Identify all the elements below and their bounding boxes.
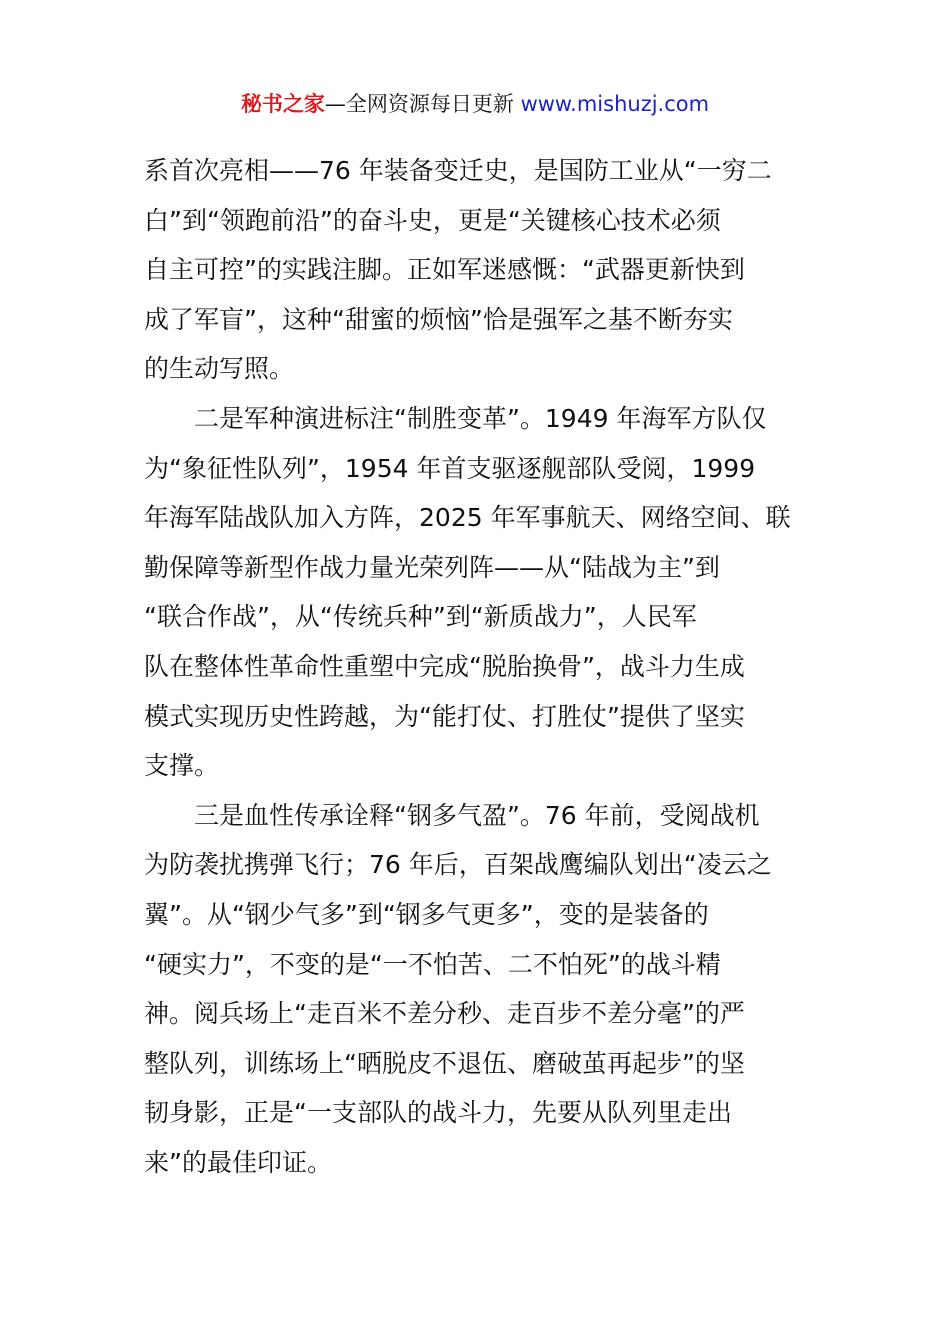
text-line: 二是军种演进标注“制胜变革”。1949 年海军方队仅 xyxy=(194,403,767,433)
text-line: 为“象征性队列”，1954 年首支驱逐舰部队受阅，1999 xyxy=(144,453,756,483)
text-line: 年海军陆战队加入方阵，2025 年军事航天、网络空间、联 xyxy=(144,503,791,533)
text-line: 支撑。 xyxy=(144,751,220,781)
text-line: 翼”。从“钢少气多”到“钢多气更多”，变的是装备的 xyxy=(144,899,709,929)
paragraph-2 xyxy=(144,394,808,791)
text-line: 韧身影，正是“一支部队的战斗力，先要从队列里走出 xyxy=(144,1098,732,1128)
text-line: 模式实现历史性跨越，为“能打仗、打胜仗”提供了坚实 xyxy=(144,701,745,731)
text-line: 自主可控”的实践注脚。正如军迷感慨：“武器更新快到 xyxy=(144,255,745,285)
header-url-link[interactable]: www.mishuzj.com xyxy=(520,92,710,116)
text-line: 的生动写照。 xyxy=(144,354,295,384)
text-line: 队在整体性革命性重塑中完成“脱胎换骨”，战斗力生成 xyxy=(144,651,745,681)
text-line: 系首次亮相——76 年装备变迁史，是国防工业从“一穷二 xyxy=(144,156,772,185)
text-line: 成了军盲”，这种“甜蜜的烦恼”恰是强军之基不断夯实 xyxy=(144,304,733,334)
text-line: “硬实力”，不变的是“一不怕苦、二不怕死”的战斗精 xyxy=(144,949,721,979)
text-line: 三是血性传承诠释“钢多气盈”。76 年前，受阅战机 xyxy=(194,800,760,830)
page-header xyxy=(0,88,950,120)
header-tagline: —全网资源每日更新 xyxy=(324,92,514,116)
text-line: 白”到“领跑前沿”的奋斗史，更是“关键核心技术必须 xyxy=(144,205,721,235)
text-line: 整队列，训练场上“晒脱皮不退伍、磨破茧再起步”的坚 xyxy=(144,1048,745,1078)
header-brand: 秘书之家 xyxy=(240,92,325,116)
paragraph-1 xyxy=(144,146,808,394)
text-line: 勤保障等新型作战力量光荣列阵——从“陆战为主”到 xyxy=(144,552,720,582)
text-line: 为防袭扰携弹飞行；76 年后，百架战鹰编队划出“凌云之 xyxy=(144,850,772,880)
paragraph-3 xyxy=(144,791,808,1188)
text-line: 神。阅兵场上“走百米不差分秒、走百步不差分毫”的严 xyxy=(144,999,745,1029)
text-line: 来”的最佳印证。 xyxy=(144,1147,332,1177)
document-body xyxy=(144,146,808,1187)
text-line: “联合作战”，从“传统兵种”到“新质战力”，人民军 xyxy=(144,602,697,632)
